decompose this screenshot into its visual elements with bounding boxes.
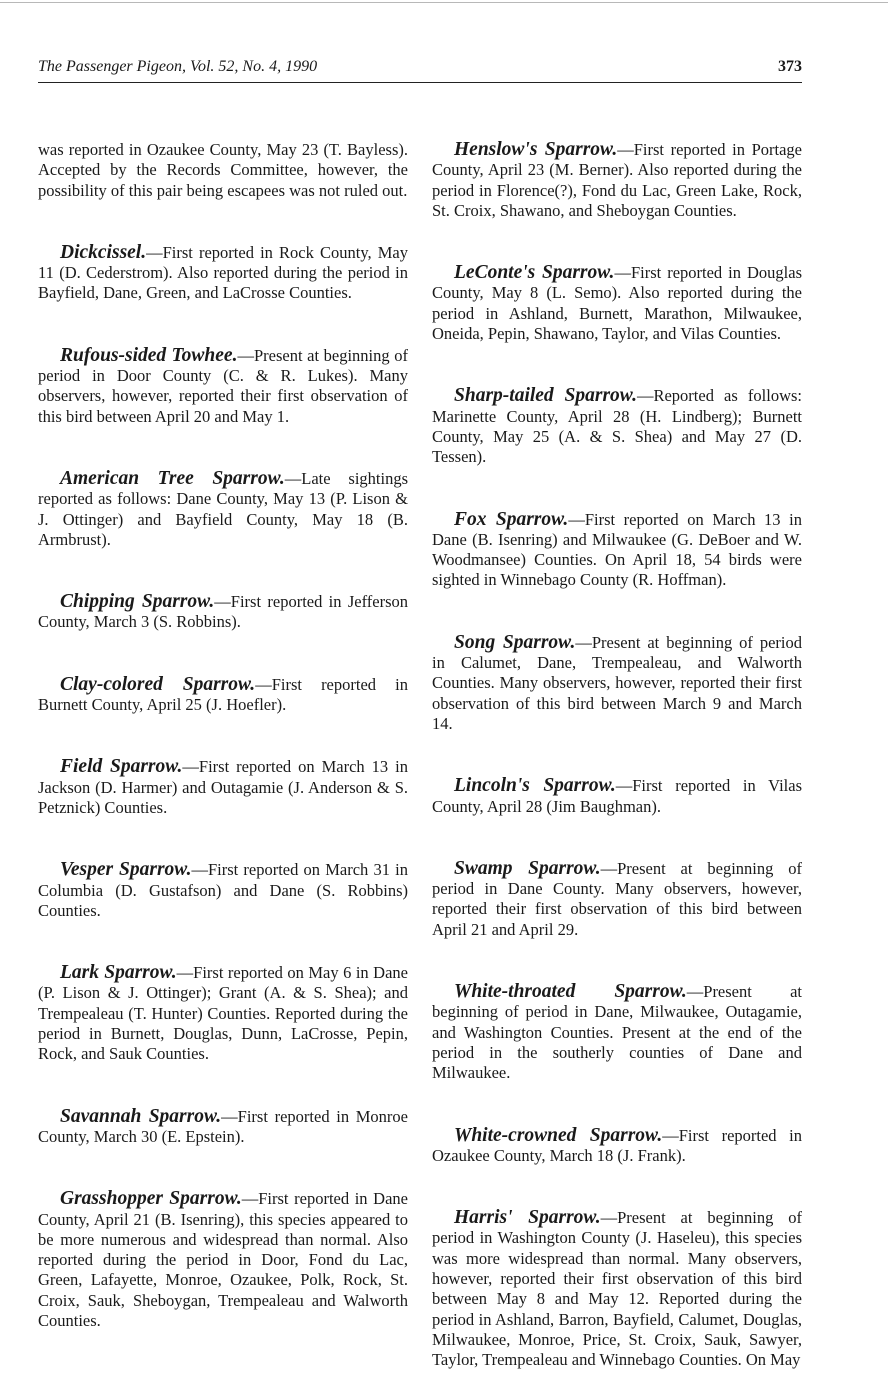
entry-text: —First reported in Douglas County, May 8 (L. Semo). Also reported during the period in Ashland, Burnett, Marathon, Milwaukee, Oneida, Pepin, Shawano, Taylor, and Vilas Counties. bbox=[432, 263, 802, 344]
page-number: 373 bbox=[778, 58, 802, 75]
species-name: Song Sparrow. bbox=[454, 631, 576, 653]
entry-text: —First reported in Monroe County, March 30 (E. Epstein). bbox=[38, 1106, 408, 1146]
species-entry bbox=[38, 963, 408, 1064]
species-entry bbox=[432, 982, 802, 1083]
entry-text: —First reported on March 13 in Dane (B. Isenring) and Milwaukee (G. DeBoer and W. Woodmansee) Counties. On April 18, 54 birds were sighted in Winnebago County (R. Hoffman). bbox=[432, 509, 803, 590]
species-entry bbox=[38, 1107, 408, 1148]
species-entry bbox=[38, 1189, 408, 1331]
species-entry bbox=[432, 263, 802, 344]
species-entry bbox=[432, 140, 802, 221]
species-name: Sharp-tailed Sparrow. bbox=[454, 385, 637, 407]
species-name: Harris' Sparrow. bbox=[454, 1207, 601, 1229]
species-name: Field Sparrow. bbox=[60, 756, 183, 778]
species-name: Dickcissel. bbox=[60, 241, 147, 263]
species-name: Fox Sparrow. bbox=[454, 508, 569, 530]
species-entry bbox=[38, 592, 408, 633]
species-entry bbox=[432, 1208, 802, 1370]
entry-text: —First reported on May 6 in Dane (P. Lison & J. Ottinger); Grant (A. & S. Shea); and Trempealeau (T. Hunter) Counties. Reported during the period in Burnett, Douglas, Dunn, LaCrosse, Pepin, Rock, and Sauk Counties. bbox=[38, 963, 408, 1064]
page-top-edge bbox=[0, 2, 888, 3]
species-name: Chipping Sparrow. bbox=[60, 591, 215, 613]
species-entry bbox=[38, 675, 408, 716]
species-entry bbox=[432, 859, 802, 940]
entry-text: —First reported on March 13 in Jackson (D. Harmer) and Outagamie (J. Anderson & S. Petznick) Counties. bbox=[38, 757, 408, 817]
running-header bbox=[38, 58, 802, 83]
entry-text: —Present at beginning of period in Washington County (J. Haseleu), this species was more widespread than normal. Many observers, however, reported their first observation of this bird between May 8 and May 12. Reported during the period in Ashland, Barron, Bayfield, Calumet, Douglas, Milwaukee, Monroe, Price, St. Croix, Sauk, Sawyer, Taylor, Trempealeau and Winnebago Counties. On May bbox=[432, 1208, 802, 1370]
entry-text: —Late sightings reported as follows: Dane County, May 13 (P. Lison & J. Ottinger) and Bayfield County, May 18 (B. Armbrust). bbox=[38, 468, 408, 549]
species-name: Lark Sparrow. bbox=[60, 962, 177, 984]
entry-text: —Present at beginning of period in Dane, Milwaukee, Outagamie, and Washington Counties. Present at the end of the period in the southerly counties of Dane and Milwaukee. bbox=[432, 982, 802, 1083]
entry-text: —First reported in Portage County, April 23 (M. Berner). Also reported during the period in Florence(?), Fond du Lac, Green Lake, Rock, St. Croix, Shawano, and Sheboygan Counties. bbox=[432, 140, 802, 220]
entry-text: —First reported in Vilas County, April 28 (Jim Baughman). bbox=[432, 776, 802, 816]
species-name: White-crowned Sparrow. bbox=[454, 1124, 663, 1146]
species-name: Lincoln's Sparrow. bbox=[454, 775, 616, 797]
species-entry bbox=[432, 510, 802, 591]
entry-text: —Present at beginning of period in Door County (C. & R. Lukes). Many observers, however, reported their first observation of this bird between April 20 and May 1. bbox=[38, 345, 408, 426]
species-name: Swamp Sparrow. bbox=[454, 857, 601, 879]
species-name: American Tree Sparrow. bbox=[60, 467, 285, 489]
species-name: Rufous-sided Towhee. bbox=[60, 344, 238, 366]
species-name: Vesper Sparrow. bbox=[60, 859, 192, 881]
entry-text: —First reported in Rock County, May 11 (D. Cederstrom). Also reported during the period in Bayfield, Dane, Green, and LaCrosse Counties. bbox=[38, 242, 408, 303]
species-name: Grasshopper Sparrow. bbox=[60, 1188, 242, 1210]
continuation-paragraph: was reported in Ozaukee County, May 23 (T. Bayless). Accepted by the Records Committee, however, the possibility of this pair being escapees was not ruled out. bbox=[38, 140, 408, 200]
species-entry bbox=[38, 757, 408, 818]
entry-text: —First reported in Burnett County, April 25 (J. Hoefler). bbox=[38, 674, 408, 715]
entry-text: —Reported as follows: Marinette County, April 28 (H. Lindberg); Burnett County, May 25 (A. & S. Shea) and May 27 (D. Tessen). bbox=[432, 386, 802, 467]
right-column bbox=[432, 140, 802, 1370]
entry-text: —First reported in Dane County, April 21 (B. Isenring), this species appeared to be more numerous and widespread than normal. Also reported during the period in Door, Fond du Lac, Green, Lafayette, Monroe, Ozaukee, Polk, Rock, St. Croix, Sauk, Sheboygan, Trempealeau and Walworth Counties. bbox=[38, 1189, 408, 1330]
species-entry bbox=[432, 1126, 802, 1167]
species-entry bbox=[38, 469, 408, 550]
species-entry bbox=[432, 386, 802, 467]
entry-text: —First reported in Jefferson County, March 3 (S. Robbins). bbox=[38, 592, 408, 632]
species-name: Henslow's Sparrow. bbox=[454, 139, 618, 160]
species-entry bbox=[432, 633, 802, 734]
species-entry bbox=[38, 243, 408, 304]
entry-text: —First reported on March 31 in Columbia (D. Gustafson) and Dane (S. Robbins) Counties. bbox=[38, 860, 408, 920]
species-entry bbox=[38, 346, 408, 427]
species-name: LeConte's Sparrow. bbox=[454, 262, 615, 284]
species-entry bbox=[432, 776, 802, 817]
species-name: Clay-colored Sparrow. bbox=[60, 673, 256, 695]
journal-citation: The Passenger Pigeon, Vol. 52, No. 4, 1990 bbox=[38, 58, 318, 75]
species-name: White-throated Sparrow. bbox=[454, 981, 687, 1003]
left-column bbox=[38, 140, 408, 1331]
species-name: Savannah Sparrow. bbox=[60, 1105, 222, 1127]
species-entry bbox=[38, 860, 408, 921]
entry-text: —First reported in Ozaukee County, March 18 (J. Frank). bbox=[432, 1125, 802, 1165]
entry-text: —Present at beginning of period in Calumet, Dane, Trempealeau, and Walworth Counties. Many observers, however, reported their first observation of this bird between March 9 and March 14. bbox=[432, 632, 802, 733]
entry-text: —Present at beginning of period in Dane County. Many observers, however, reported their first observation of this bird between April 21 and April 29. bbox=[432, 858, 802, 939]
